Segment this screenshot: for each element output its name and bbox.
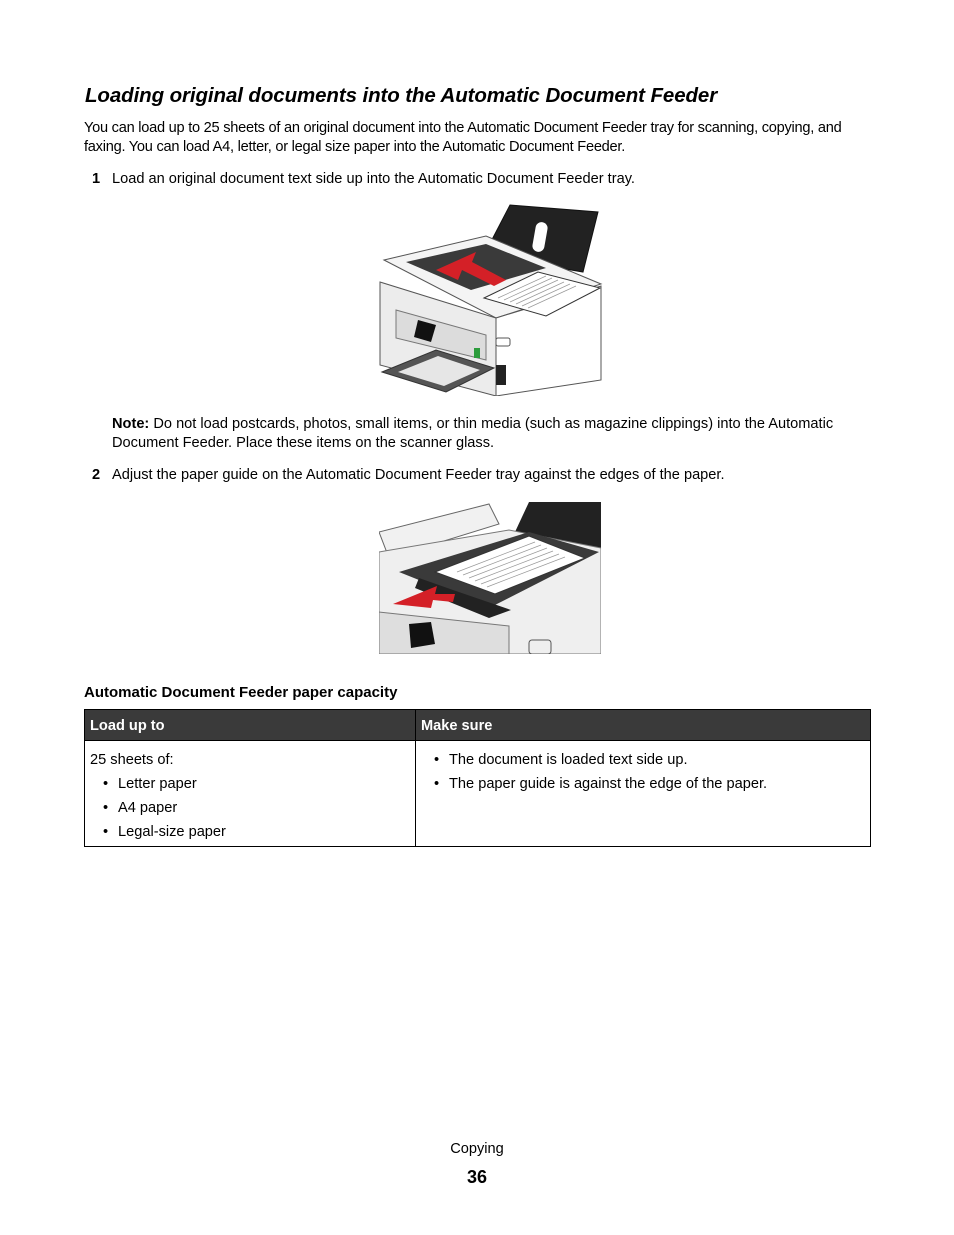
- column-header-make-sure: Make sure: [416, 710, 871, 741]
- load-up-to-cell: [85, 741, 416, 847]
- table-row: [85, 741, 871, 847]
- capacity-table-title: Automatic Document Feeder paper capacity: [84, 684, 398, 701]
- list-item: • The paper guide is against the edge of the paper.: [421, 772, 865, 796]
- list-item: • Legal-size paper: [90, 820, 410, 844]
- column-header-load-up-to: Load up to: [85, 710, 416, 741]
- load-items-list: [90, 772, 410, 844]
- paper-guide-illustration: [379, 502, 601, 654]
- step-number: 1: [92, 171, 101, 187]
- page-number: 36: [466, 1167, 488, 1187]
- list-item: • Letter paper: [90, 772, 410, 796]
- note-label: Note:: [112, 416, 150, 432]
- make-sure-list: [421, 748, 865, 796]
- step-number: 2: [92, 467, 101, 483]
- capacity-table: [84, 709, 871, 847]
- step-text: Adjust the paper guide on the Automatic Document Feeder tray against the edges of the paper.: [112, 467, 725, 483]
- note-text: Do not load postcards, photos, small items, or thin media (such as magazine clippings) into the Automatic Document Feeder. Place these items on the scanner glass.: [112, 416, 834, 451]
- adf-loading-illustration: [376, 200, 606, 396]
- page-heading: Loading original documents into the Automatic Document Feeder: [85, 84, 718, 107]
- intro-paragraph: You can load up to 25 sheets of an original document into the Automatic Document Feeder tray for scanning, copying, and faxing. You can load A4, letter, or legal size paper into the Automatic Document Feeder.: [84, 120, 842, 155]
- table-header-row: [85, 710, 871, 741]
- list-item: • The document is loaded text side up.: [421, 748, 865, 772]
- step-text: Load an original document text side up into the Automatic Document Feeder tray.: [112, 171, 635, 187]
- note: [112, 415, 882, 453]
- load-intro: 25 sheets of:: [90, 752, 174, 768]
- list-item: • A4 paper: [90, 796, 410, 820]
- footer-section: Copying: [450, 1141, 504, 1157]
- make-sure-cell: [416, 741, 871, 847]
